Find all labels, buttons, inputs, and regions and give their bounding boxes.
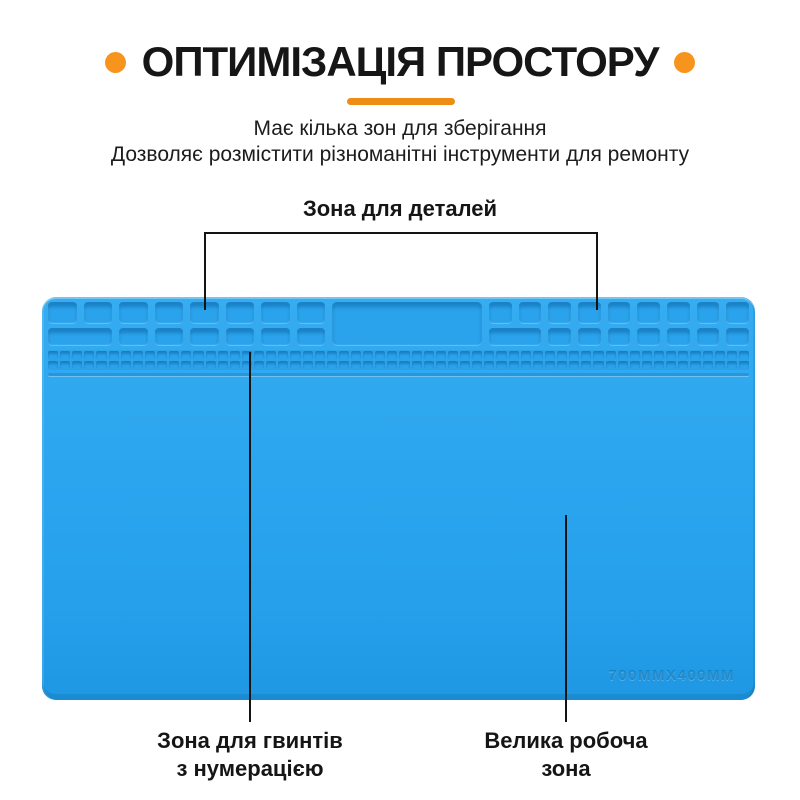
screw-cell — [630, 361, 640, 369]
screw-cell — [460, 361, 470, 369]
work-zone-label — [426, 727, 706, 783]
screws-zone-label — [110, 727, 390, 783]
screw-cell — [278, 351, 288, 359]
parts-slot — [578, 328, 601, 346]
large-work-zone — [48, 376, 749, 698]
screw-cell — [678, 351, 688, 359]
screw-cell — [206, 361, 216, 369]
parts-slot — [226, 328, 255, 346]
screw-cell — [496, 351, 506, 359]
screw-cell — [569, 351, 579, 359]
screw-cell — [569, 361, 579, 369]
screw-cell — [424, 351, 434, 359]
screw-cell — [593, 361, 603, 369]
screw-cell — [399, 361, 409, 369]
page-title-row — [0, 38, 800, 86]
parts-slot — [726, 302, 749, 324]
screw-cell — [703, 351, 713, 359]
page-title: ОПТИМІЗАЦІЯ ПРОСТОРУ — [141, 38, 659, 85]
screw-cell — [727, 351, 737, 359]
screw-cell — [351, 361, 361, 369]
parts-slot — [119, 328, 148, 346]
screw-cell — [133, 351, 143, 359]
subtitle-line-1: Має кілька зон для зберігання — [253, 117, 547, 140]
screw-cell — [666, 361, 676, 369]
screw-cell — [290, 351, 300, 359]
screw-cell — [545, 351, 555, 359]
parts-slot — [155, 328, 184, 346]
screw-cell — [715, 361, 725, 369]
screw-cell — [254, 351, 264, 359]
screw-cell — [533, 351, 543, 359]
screw-cell — [169, 361, 179, 369]
screw-cell — [436, 351, 446, 359]
screw-cell — [666, 351, 676, 359]
screw-cell — [581, 361, 591, 369]
screw-cell — [303, 361, 313, 369]
screw-cell — [72, 361, 82, 369]
screw-cell — [642, 361, 652, 369]
screw-cell — [169, 351, 179, 359]
parts-zone-label: Зона для деталей — [302, 196, 498, 221]
screw-cell — [157, 351, 167, 359]
screw-cell — [157, 361, 167, 369]
bullet-dot-icon — [674, 52, 695, 73]
screw-cell — [484, 351, 494, 359]
screw-cell — [618, 351, 628, 359]
screw-cell — [690, 351, 700, 359]
screw-cell — [339, 351, 349, 359]
screw-cell — [375, 361, 385, 369]
parts-slot — [261, 328, 290, 346]
screw-cell — [606, 361, 616, 369]
screw-cell — [290, 361, 300, 369]
screw-cell — [363, 351, 373, 359]
screw-cell — [218, 351, 228, 359]
screw-cell — [375, 351, 385, 359]
parts-slot — [548, 328, 571, 346]
screw-cell — [715, 351, 725, 359]
screw-cell — [121, 361, 131, 369]
screw-cell — [593, 351, 603, 359]
screw-cell — [48, 351, 58, 359]
screw-cell — [472, 361, 482, 369]
screw-cell — [436, 361, 446, 369]
screws-zone-leader-line — [249, 352, 251, 722]
bullet-dot-icon — [105, 52, 126, 73]
screw-cell — [654, 351, 664, 359]
screw-cell — [84, 351, 94, 359]
screw-cell — [96, 351, 106, 359]
screw-cell — [60, 351, 70, 359]
screw-cell — [48, 361, 58, 369]
screw-cell — [327, 361, 337, 369]
parts-slot — [608, 328, 631, 346]
screw-cell — [96, 361, 106, 369]
screw-cell — [327, 351, 337, 359]
parts-slot — [667, 302, 690, 324]
screw-cell — [181, 351, 191, 359]
screw-cell — [230, 361, 240, 369]
screw-cell — [266, 361, 276, 369]
screw-cell — [315, 351, 325, 359]
parts-slot — [48, 302, 77, 324]
subtitle-line-2: Дозволяє розмістити різноманітні інструменти для ремонту — [110, 143, 690, 166]
parts-zone-bracket-line — [204, 232, 598, 310]
screw-cell — [654, 361, 664, 369]
screw-cell — [254, 361, 264, 369]
screw-cell — [690, 361, 700, 369]
screw-cell — [60, 361, 70, 369]
parts-slot — [155, 302, 184, 324]
screw-cell — [315, 361, 325, 369]
work-zone-label-line1: Велика робоча — [484, 728, 648, 753]
screw-cell — [387, 361, 397, 369]
screw-cell — [509, 361, 519, 369]
screw-cell — [678, 361, 688, 369]
screw-cell — [84, 361, 94, 369]
screw-cell — [412, 351, 422, 359]
screw-cell — [448, 351, 458, 359]
screw-cell — [133, 361, 143, 369]
screw-cell — [109, 361, 119, 369]
screw-cell — [642, 351, 652, 359]
screw-cell — [448, 361, 458, 369]
parts-slot — [489, 328, 541, 346]
screw-cell — [339, 361, 349, 369]
parts-slot — [84, 302, 113, 324]
screw-cell — [193, 361, 203, 369]
screw-cell — [206, 351, 216, 359]
screw-cell — [739, 351, 749, 359]
parts-slot — [297, 328, 326, 346]
parts-slot — [190, 328, 219, 346]
screw-cell — [533, 361, 543, 369]
screw-cell — [703, 361, 713, 369]
screw-cell — [121, 351, 131, 359]
parts-slot — [726, 328, 749, 346]
mat-size-embossed-label: 700MMX400MM — [608, 667, 735, 684]
screw-cell — [412, 361, 422, 369]
parts-slot — [637, 328, 660, 346]
screw-cell — [145, 361, 155, 369]
screw-cell — [303, 351, 313, 359]
parts-slot — [119, 302, 148, 324]
screw-cell — [145, 351, 155, 359]
screw-cell — [581, 351, 591, 359]
parts-slot — [48, 328, 112, 346]
screw-cell — [266, 351, 276, 359]
screw-cell — [484, 361, 494, 369]
parts-slot — [697, 302, 720, 324]
screw-cell — [606, 351, 616, 359]
screw-cell — [193, 351, 203, 359]
screw-cell — [218, 361, 228, 369]
screw-cell — [521, 361, 531, 369]
screw-cell — [545, 361, 555, 369]
silicone-repair-mat — [42, 297, 755, 700]
screw-cell — [472, 351, 482, 359]
screw-cell — [424, 361, 434, 369]
work-zone-label-line2: зона — [541, 756, 591, 781]
screw-cell — [727, 361, 737, 369]
screw-cell — [521, 351, 531, 359]
screw-cell — [72, 351, 82, 359]
work-zone-leader-line — [565, 515, 567, 722]
screw-cell — [278, 361, 288, 369]
parts-slot — [608, 302, 631, 324]
screw-cell — [351, 351, 361, 359]
screw-cell — [230, 351, 240, 359]
screw-cell — [618, 361, 628, 369]
screw-cell — [181, 361, 191, 369]
screw-cell — [739, 361, 749, 369]
screw-cell — [399, 351, 409, 359]
screw-cell — [496, 361, 506, 369]
parts-slot — [667, 328, 690, 346]
screw-cell — [557, 361, 567, 369]
parts-slot — [637, 302, 660, 324]
screw-cell — [460, 351, 470, 359]
screw-cell — [363, 361, 373, 369]
screw-cell — [109, 351, 119, 359]
screw-cell — [509, 351, 519, 359]
screws-zone-label-line2: з нумерацією — [176, 756, 324, 781]
screw-cell — [630, 351, 640, 359]
screw-cell — [387, 351, 397, 359]
parts-slot — [697, 328, 720, 346]
numbered-screw-zone — [48, 350, 749, 370]
title-underline-bar — [347, 98, 455, 105]
screws-zone-label-line1: Зона для гвинтів — [157, 728, 343, 753]
screw-cell — [557, 351, 567, 359]
